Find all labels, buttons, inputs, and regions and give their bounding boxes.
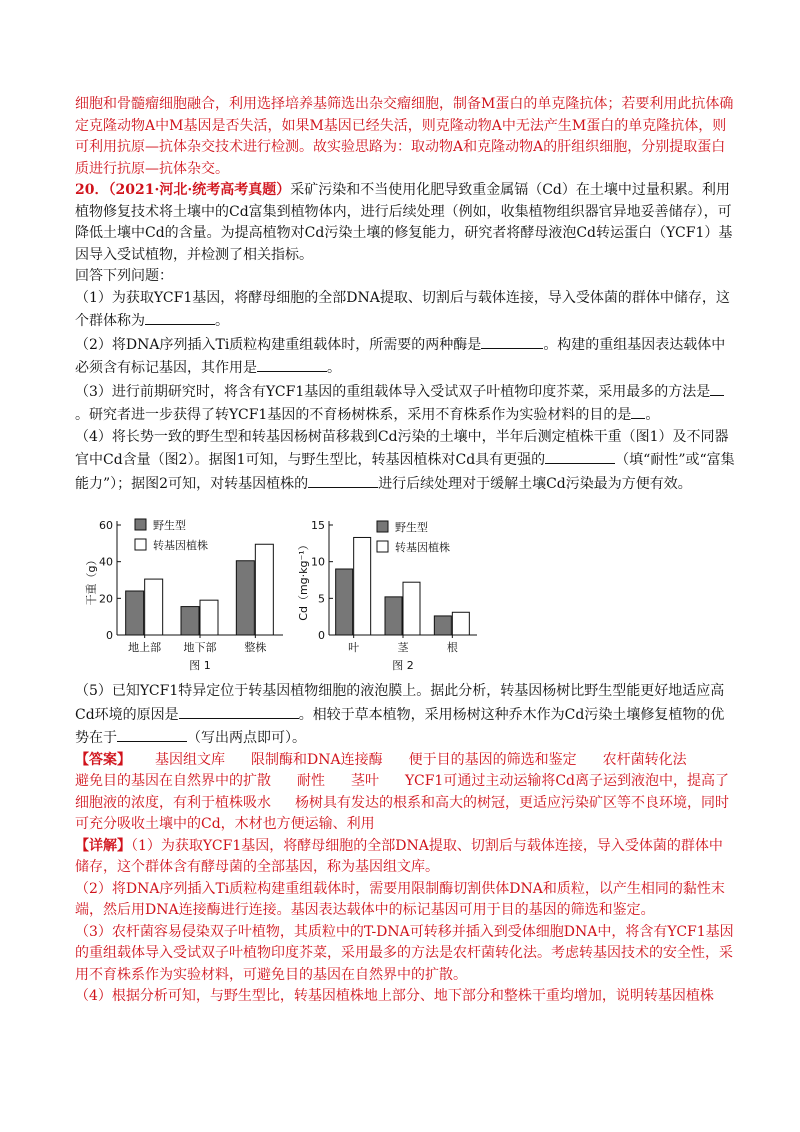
subquestion-5 <box>75 681 735 750</box>
answer-blank-6[interactable] <box>545 448 615 464</box>
x-tick-label: 根 <box>446 641 458 654</box>
explanation-label: 【详解】 <box>75 837 131 854</box>
subquestion-5-end: （写出两点即可）。 <box>187 730 306 746</box>
bar-transgenic <box>145 579 163 635</box>
subquestion-1-end: 。 <box>215 313 229 329</box>
answer-blank-9[interactable] <box>117 726 187 742</box>
x-tick-label: 地下部 <box>183 641 217 654</box>
y-tick-label: 15 <box>311 519 325 532</box>
subquestion-2 <box>75 333 735 380</box>
subquestion-2-text: （2）将DNA序列插入Ti质粒构建重组载体时，所需要的两种酶是 <box>75 336 482 353</box>
subquestion-3-end: 。 <box>645 407 660 423</box>
y-tick-label: 10 <box>311 555 325 569</box>
bar-wild <box>385 597 402 635</box>
y-axis-title: Cd（mg·kg⁻¹） <box>297 539 310 621</box>
subquestion-4 <box>75 427 735 496</box>
answer-item: 避免目的基因在自然界中的扩散 <box>75 773 271 789</box>
legend-label: 转基因植株 <box>395 541 450 554</box>
answer-label: 【答案】 <box>75 751 131 768</box>
x-tick-label: 整株 <box>244 641 267 654</box>
answer-blank-3[interactable] <box>257 356 327 372</box>
legend-label: 野生型 <box>395 521 428 534</box>
answer-blank-4[interactable] <box>710 380 724 396</box>
subquestion-4-text: （4）将长势一致的野生型和转基因杨树苗移栽到Cd污染的土壤中，半年后测定植株干重（图1）及不同器官中Cd含量（图2）。据图1可知，与野生型比，转基因植株对Cd具有更强的 <box>75 428 729 468</box>
subquestion-4-text-b: （填“耐性”或“富集能力”）；据图2可知，对转基因植株的 <box>75 452 735 492</box>
y-axis-title: 干重（g） <box>85 554 98 606</box>
bar-transgenic <box>200 600 218 635</box>
bar-wild <box>126 591 144 635</box>
y-tick-label: 0 <box>106 629 113 642</box>
y-tick-label: 5 <box>318 592 325 606</box>
subquestion-1-text: （1）为获取YCF1基因，将酵母细胞的全部DNA提取、切割后与载体连接，导入受体菌的群体中储存，这个群体称为 <box>75 289 730 329</box>
subquestion-3-text-b: 。研究者进一步获得了转YCF1基因的不育杨树株系，采用不育株系作为实验材料的目的是 <box>75 407 632 423</box>
bar-wild <box>181 607 199 635</box>
x-tick-label: 茎 <box>397 641 409 654</box>
bar-transgenic <box>255 544 273 635</box>
question-20-intro <box>75 180 735 266</box>
answer-item: 杨树具有发达的根系和高大的树冠，更适应污染矿区等不良环境，同时可充分吸收土壤中的Cd，木材也方便运输、利用 <box>75 794 729 832</box>
y-tick-label: 40 <box>99 555 113 569</box>
explanation-4: （4）根据分析可知，与野生型比，转基因植株地上部分、地下部分和整株干重均增加，说明转基因植株 <box>75 988 714 1004</box>
figure-caption: 图 1 <box>189 659 211 671</box>
bar-transgenic <box>403 582 420 635</box>
subquestion-1 <box>75 288 735 333</box>
subquestion-4-end: 进行后续处理对于缓解土壤Cd污染最为方便有效。 <box>378 475 692 492</box>
answer-item: 限制酶和DNA连接酶 <box>251 751 383 768</box>
bar-wild <box>434 616 451 635</box>
question-prompt: 回答下列问题： <box>75 268 173 284</box>
subquestion-2-text-b: 。构建的重组基因表达载体中必须含有标记基因，其作用是 <box>75 336 726 376</box>
bar-wild <box>336 569 353 635</box>
subquestion-5-text: （5）已知YCF1特异定位于转基因植物细胞的液泡膜上。据此分析，转基因杨树比野生型能更好地适应高Cd环境的原因是 <box>75 683 725 723</box>
legend-swatch <box>377 541 388 552</box>
answer-blank-2[interactable] <box>481 333 543 349</box>
subquestion-3 <box>75 380 735 427</box>
answer-blank-8[interactable] <box>179 703 299 719</box>
answer-item: 茎叶 <box>351 773 379 789</box>
answer-item: 农杆菌转化法 <box>602 751 687 768</box>
answer-blank-7[interactable] <box>308 472 378 488</box>
answer-blank-1[interactable] <box>145 309 215 325</box>
legend-label: 野生型 <box>153 519 186 532</box>
y-tick-label: 60 <box>99 519 113 532</box>
answer-item: 基因组文库 <box>155 751 225 768</box>
y-tick-label: 0 <box>318 629 325 642</box>
figure-2-chart <box>295 511 515 671</box>
bar-wild <box>236 561 254 635</box>
figures-row <box>75 511 735 671</box>
legend-swatch <box>377 521 388 532</box>
answer-item: YCF1可通过主动运输将Cd离子运到液泡中，提高了细胞液的浓度，有利于植株吸水 <box>75 773 730 811</box>
bar-transgenic <box>354 537 371 635</box>
explanation-1 <box>75 836 735 879</box>
subquestion-5-text-b: 。相较于草本植物，采用杨树这种乔木作为Cd污染土壤修复植物的优势在于 <box>75 706 725 746</box>
legend-swatch <box>135 539 146 550</box>
x-tick-label: 叶 <box>348 641 360 654</box>
document-page <box>75 94 735 1008</box>
legend-label: 转基因植株 <box>153 539 208 552</box>
explanation-2: （2）将DNA序列插入Ti质粒构建重组载体时，需要用限制酶切割供体DNA和质粒，以产生相同的黏性末端，然后用DNA连接酶进行连接。基因表达载体中的标记基因可用于目的基因的筛选和鉴定。 <box>75 880 725 918</box>
x-tick-label: 地上部 <box>128 641 162 654</box>
answer-item: 耐性 <box>297 773 325 789</box>
previous-explanation: 细胞和骨髓瘤细胞融合，利用选择培养基筛选出杂交瘤细胞，制备M蛋白的单克隆抗体；若要利用此抗体确定克隆动物A中M基因是否失活，如果M基因已经失活，则克隆动物A中无法产生M蛋白的单克隆抗体，则可利用抗原—抗体杂交技术进行检测。故实验思路为：取动物A和克隆动物A的肝组织细胞，分别提取蛋白质进行抗原—抗体杂交。 <box>75 96 734 177</box>
figure-caption: 图 2 <box>392 659 414 671</box>
answer-item: 便于目的基因的筛选和鉴定 <box>408 751 577 768</box>
figure-1-chart <box>85 511 285 671</box>
subquestion-3-text: （3）进行前期研究时，将含有YCF1基因的重组载体导入受试双子叶植物印度芥菜，采用最多的方法是 <box>75 383 711 400</box>
y-tick-label: 20 <box>99 592 113 606</box>
answer-section <box>75 750 735 836</box>
subquestion-2-end: 。 <box>327 360 341 376</box>
question-label: 20．（2021·河北·统考高考真题） <box>75 182 291 198</box>
explanation-3: （3）农杆菌容易侵染双子叶植物，其质粒中的T-DNA可转移并插入到受体细胞DNA中，将含有YCF1基因的重组载体导入受试双子叶植物印度芥菜，采用最多的方法是农杆菌转化法。考虑转基因技术的安全性，采用不育株系作为实验材料，可避免目的基因在自然界中的扩散。 <box>75 923 734 983</box>
answer-blank-5[interactable] <box>631 403 645 419</box>
explanation-1-text: （1）为获取YCF1基因，将酵母细胞的全部DNA提取、切割后与载体连接，导入受体菌的群体中储存，这个群体含有酵母菌的全部基因，称为基因组文库。 <box>75 837 723 875</box>
question-intro-text: 采矿污染和不当使用化肥导致重金属镉（Cd）在土壤中过量积累。利用植物修复技术将土壤中的Cd富集到植物体内，进行后续处理（例如，收集植物组织器官异地妥善储存），可降低土壤中Cd的含量。为提高植物对Cd污染土壤的修复能力，研究者将酵母液泡Cd转运蛋白（YCF1）基因导入受试植物，并检测了相关指标。 <box>75 182 733 263</box>
legend-swatch <box>135 519 146 530</box>
bar-transgenic <box>452 612 469 635</box>
